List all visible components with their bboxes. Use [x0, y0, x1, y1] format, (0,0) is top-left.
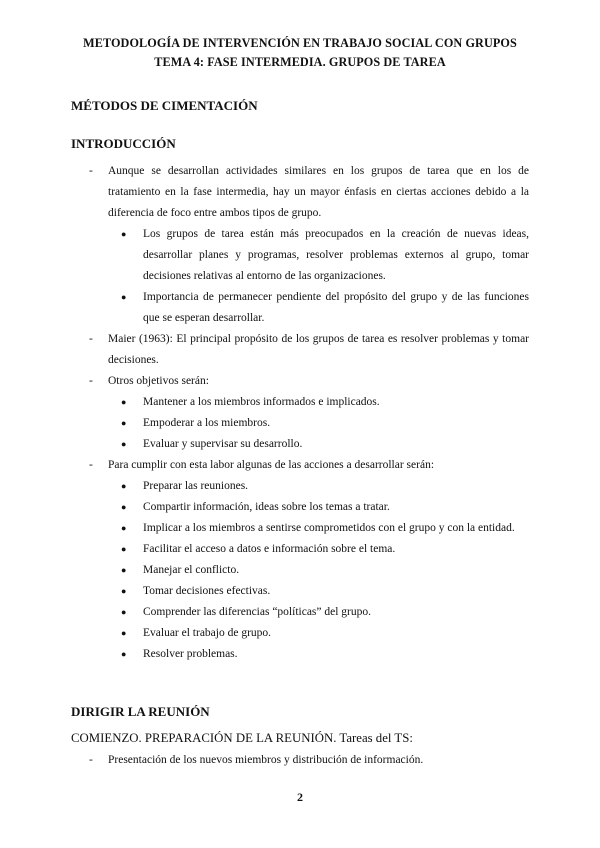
bullet-item-text: Preparar las reuniones.: [143, 480, 249, 492]
bullet-marker: ●: [121, 397, 127, 407]
bullet-item: [107, 518, 529, 539]
bullet-item: [107, 560, 529, 581]
bullet-item: [107, 581, 529, 602]
dash-marker: -: [89, 754, 93, 766]
bullet-marker: ●: [121, 607, 127, 617]
bullet-item: [107, 434, 529, 455]
bullet-item-text: Los grupos de tarea están más preocupados en la creación de nuevas ideas, desarrollar planes y programas, resolver problemas externos al grupo, tomar decisiones relativas al entorno de las organizaciones.: [143, 228, 529, 282]
bullet-item-text: Implicar a los miembros a sentirse comprometidos con el grupo y con la entidad.: [143, 522, 515, 534]
dash-marker: -: [89, 333, 93, 345]
list-item: [71, 161, 529, 224]
bullet-marker: ●: [121, 649, 127, 659]
sub-list: [71, 476, 529, 665]
sub-list: [71, 392, 529, 455]
bullet-item: [107, 602, 529, 623]
bullet-item: [107, 224, 529, 287]
meeting-subheading: COMIENZO. PREPARACIÓN DE LA REUNIÓN. Tareas del TS:: [71, 731, 413, 745]
list-item-text: Presentación de los nuevos miembros y distribución de información.: [108, 754, 424, 766]
bullet-item-text: Compartir información, ideas sobre los temas a tratar.: [143, 501, 390, 513]
bullet-item: [107, 497, 529, 518]
document-subtitle: TEMA 4: FASE INTERMEDIA. GRUPOS DE TAREA: [154, 55, 446, 69]
meeting-list: [71, 750, 529, 771]
intro-list: [71, 161, 529, 665]
list-item-text: Otros objetivos serán:: [108, 375, 209, 387]
bullet-item-text: Manejar el conflicto.: [143, 564, 240, 576]
bullet-marker: ●: [121, 439, 127, 449]
dash-marker: -: [89, 165, 93, 177]
sub-list: [71, 224, 529, 329]
bullet-marker: ●: [121, 229, 127, 239]
list-item-text: Maier (1963): El principal propósito de los grupos de tarea es resolver problemas y tomar decisiones.: [108, 333, 529, 366]
dash-marker: -: [89, 375, 93, 387]
list-item: [71, 455, 529, 476]
list-item: [71, 750, 529, 771]
bullet-item-text: Comprender las diferencias “políticas” del grupo.: [143, 606, 372, 618]
bullet-item: [107, 392, 529, 413]
bullet-marker: ●: [121, 586, 127, 596]
bullet-item-text: Resolver problemas.: [143, 648, 238, 660]
bullet-marker: ●: [121, 628, 127, 638]
bullet-item: [107, 623, 529, 644]
bullet-item: [107, 644, 529, 665]
section-heading: MÉTODOS DE CIMENTACIÓN: [71, 98, 258, 113]
bullet-item-text: Importancia de permanecer pendiente del propósito del grupo y de las funciones que se esperan desarrollar.: [143, 291, 529, 324]
bullet-item: [107, 413, 529, 434]
page-number: 2: [297, 790, 303, 804]
bullet-marker: ●: [121, 523, 127, 533]
bullet-item-text: Evaluar y supervisar su desarrollo.: [143, 438, 303, 450]
bullet-item-text: Mantener a los miembros informados e implicados.: [143, 396, 380, 408]
bullet-marker: ●: [121, 565, 127, 575]
meeting-heading: DIRIGIR LA REUNIÓN: [71, 704, 210, 719]
document-title: METODOLOGÍA DE INTERVENCIÓN EN TRABAJO SOCIAL CON GRUPOS: [83, 36, 517, 50]
bullet-item-text: Empoderar a los miembros.: [143, 417, 271, 429]
bullet-item: [107, 287, 529, 329]
bullet-item-text: Facilitar el acceso a datos e información sobre el tema.: [143, 543, 396, 555]
bullet-marker: ●: [121, 544, 127, 554]
list-item: [71, 371, 529, 392]
bullet-marker: ●: [121, 502, 127, 512]
bullet-item-text: Tomar decisiones efectivas.: [143, 585, 271, 597]
bullet-item: [107, 539, 529, 560]
bullet-item-text: Evaluar el trabajo de grupo.: [143, 627, 272, 639]
bullet-item: [107, 476, 529, 497]
bullet-marker: ●: [121, 292, 127, 302]
bullet-marker: ●: [121, 418, 127, 428]
list-item-text: Para cumplir con esta labor algunas de las acciones a desarrollar serán:: [108, 459, 435, 471]
intro-heading: INTRODUCCIÓN: [71, 136, 176, 151]
dash-marker: -: [89, 459, 93, 471]
bullet-marker: ●: [121, 481, 127, 491]
list-item-text: Aunque se desarrollan actividades similares en los grupos de tarea que en los de tratamiento en la fase intermedia, hay un mayor énfasis en ciertas acciones debido a la diferencia de foco entre ambos tipos de grupo.: [108, 165, 529, 219]
list-item: [71, 329, 529, 371]
